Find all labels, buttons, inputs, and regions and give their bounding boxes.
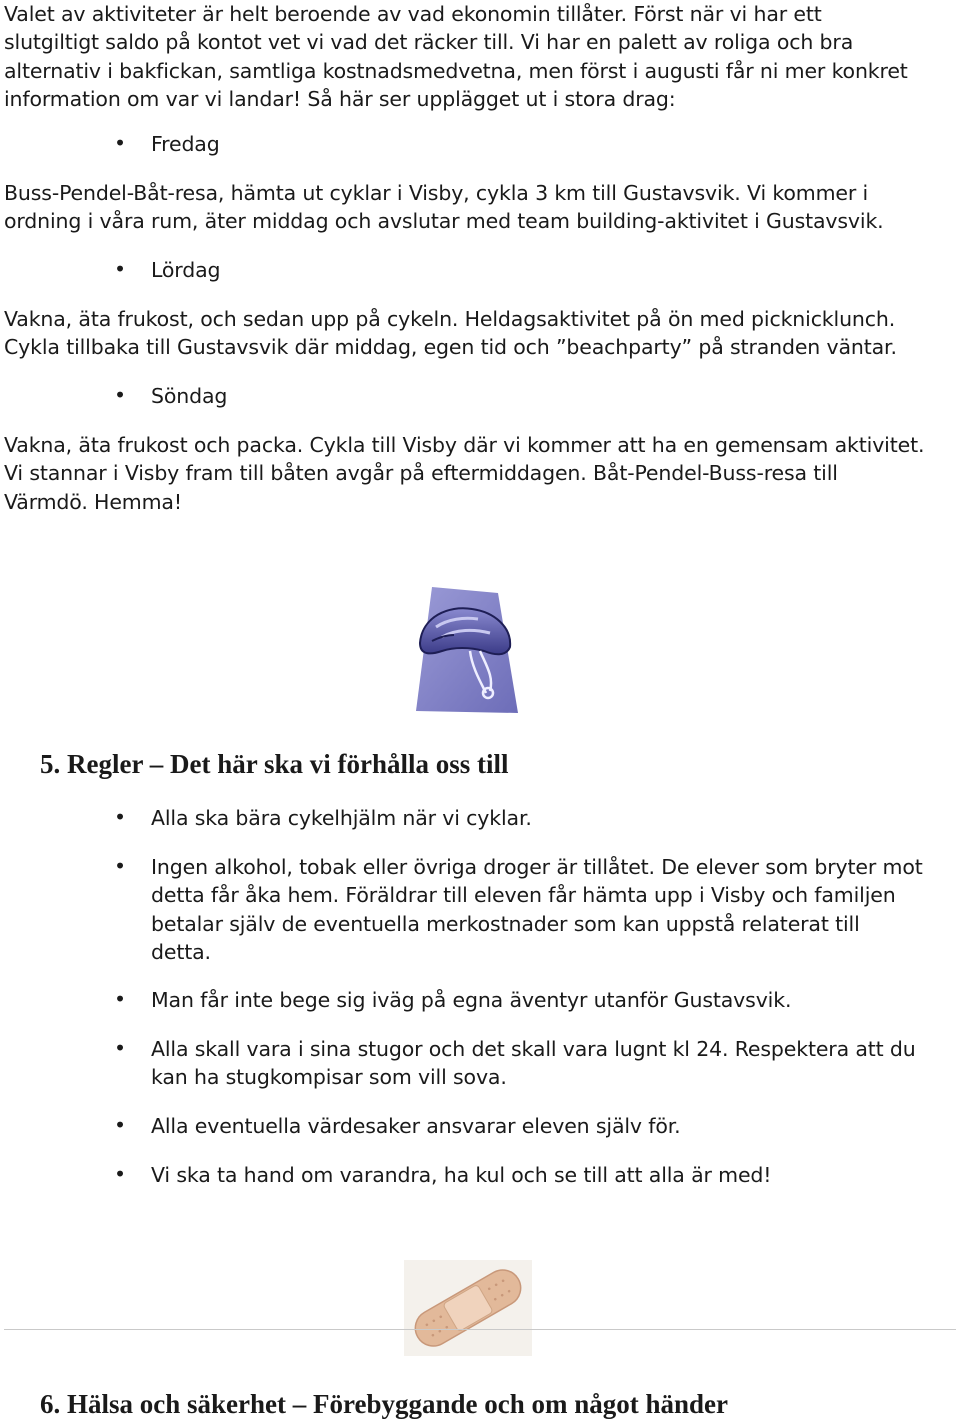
rule-line: Man får inte bege sig iväg på egna äventyr utanför Gustavsvik. <box>151 988 792 1012</box>
bullet-marker: • <box>114 854 127 878</box>
bike-helmet-icon <box>414 585 520 715</box>
rule-line: Vi ska ta hand om varandra, ha kul och se till att alla är med! <box>151 1163 772 1187</box>
rule-line: Ingen alkohol, tobak eller övriga droger är tillåtet. De elever som bryter mot <box>151 855 923 879</box>
rule-line: detta. <box>151 939 211 964</box>
paragraph-line: Vakna, äta frukost och packa. Cykla till Visby där vi kommer att ha en gemensam aktivitet. <box>4 433 925 457</box>
rule-line: betalar själv de eventuella merkostnader som kan uppstå relaterat till <box>151 911 860 936</box>
day-heading-sondag: Söndag <box>151 384 228 408</box>
rule-line: kan ha stugkompisar som vill sova. <box>151 1065 507 1090</box>
rule-line: detta får åka hem. Föräldrar till eleven får hämta upp i Visby och familjen <box>151 883 896 908</box>
section-6-heading: 6. Hälsa och säkerhet – Förebyggande och om något händer <box>40 1389 729 1419</box>
day-paragraph-lordag <box>4 305 954 362</box>
intro-line: information om var vi landar! Så här ser upplägget ut i stora drag: <box>4 86 676 111</box>
bullet-marker: • <box>114 987 127 1011</box>
paragraph-line: Cykla tillbaka till Gustavsvik där middag, egen tid och ”beachparty” på stranden väntar. <box>4 335 897 360</box>
rule-item <box>151 804 951 832</box>
paragraph-line: Vi stannar i Visby fram till båten avgår på eftermiddagen. Båt-Pendel-Buss-resa till <box>4 461 838 486</box>
intro-paragraph <box>4 0 954 113</box>
divider <box>4 1329 956 1330</box>
bandage-icon <box>404 1260 532 1356</box>
rule-line: Alla ska bära cykelhjälm när vi cyklar. <box>151 806 532 830</box>
rule-item <box>151 1035 951 1092</box>
bullet-marker: • <box>114 1162 127 1186</box>
bullet-marker: • <box>114 257 127 281</box>
intro-line: slutgiltigt saldo på kontot vet vi vad det räcker till. Vi har en palett av roliga och bra <box>4 30 854 55</box>
rule-item <box>151 1112 951 1140</box>
day-heading-lordag: Lördag <box>151 258 221 282</box>
bullet-marker: • <box>114 1036 127 1060</box>
bullet-marker: • <box>114 1113 127 1137</box>
intro-line: Valet av aktiviteter är helt beroende av vad ekonomin tillåter. Först när vi har ett <box>4 2 822 26</box>
paragraph-line: ordning i våra rum, äter middag och avslutar med team building-aktivitet i Gustavsvik. <box>4 209 884 234</box>
rule-line: Alla eventuella värdesaker ansvarar eleven själv för. <box>151 1114 681 1138</box>
day-paragraph-fredag <box>4 179 954 236</box>
bullet-marker: • <box>114 383 127 407</box>
rule-item <box>151 986 951 1014</box>
section-5-heading: 5. Regler – Det här ska vi förhålla oss till <box>40 749 509 779</box>
bullet-marker: • <box>114 805 127 829</box>
rule-item <box>151 1161 951 1189</box>
bullet-marker: • <box>114 131 127 155</box>
intro-line: alternativ i bakfickan, samtliga kostnadsmedvetna, men först i augusti får ni mer konkret <box>4 58 908 83</box>
paragraph-line: Vakna, äta frukost, och sedan upp på cykeln. Heldagsaktivitet på ön med picknicklunch. <box>4 307 896 331</box>
rule-item <box>151 853 951 966</box>
day-paragraph-sondag <box>4 431 954 516</box>
rule-line: Alla skall vara i sina stugor och det skall vara lugnt kl 24. Respektera att du <box>151 1037 916 1061</box>
paragraph-line: Buss-Pendel-Båt-resa, hämta ut cyklar i Visby, cykla 3 km till Gustavsvik. Vi kommer i <box>4 181 869 205</box>
paragraph-line: Värmdö. Hemma! <box>4 489 182 514</box>
day-heading-fredag: Fredag <box>151 132 220 156</box>
